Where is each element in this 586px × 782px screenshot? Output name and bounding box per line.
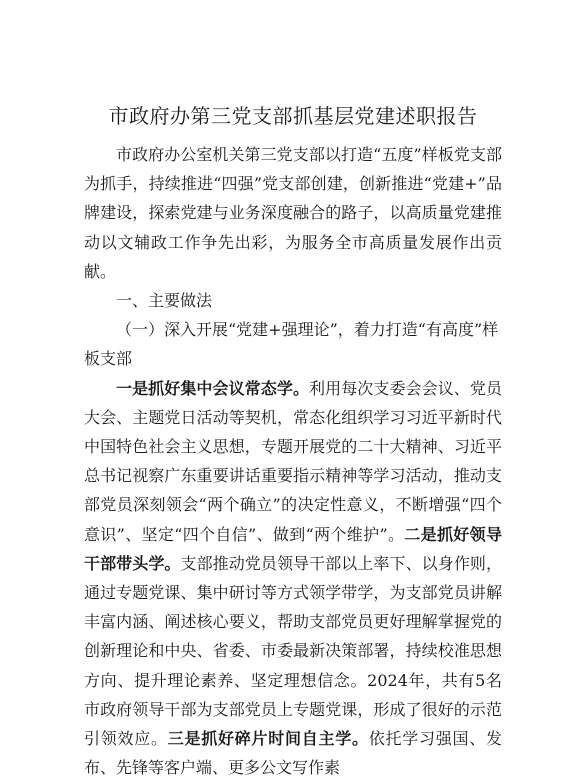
- document-title: 市政府办第三党支部抓基层党建述职报告: [108, 104, 478, 128]
- item-3-text: 依托学习强国、发布、先锋等客户端、更多公文写作素: [84, 729, 502, 778]
- intro-paragraph: 市政府办公室机关第三党支部以打造“五度”样板党支部为抓手，持续推进“四强”党支部创建，创新推进“党建+”品牌建设，探索党建与业务深度融合的路子，以高质量党建推动以文辅政工作争先出彩，为服务全市高质量发展作出贡献。: [84, 145, 502, 281]
- item-2-text: 支部推动党员领导干部以上率下、以身作则，通过专题党课、集中研讨等方式领学带学，为支部党员讲解丰富内涵、阐述核心要义，帮助支部党员更好理解掌握党的创新理论和中央、省委、市委最新决策部署，持续校准思想方向、提升理论素养、坚定理想信念。2024年，共有5名市政府领导干部为支部党员上专题党课，形成了很好的示范引领效应。: [84, 553, 502, 749]
- item-1-text: 利用每次支委会会议、党员大会、主题党日活动等契机，常态化组织学习习近平新时代中国特色社会主义思想，专题开展党的二十大精神、习近平总书记视察广东重要讲话重要指示精神等学习活动，推动支部党员深刻领会“两个确立”的决定性意义，不断增强“四个意识”、坚定“四个自信”、做到“两个维护”。: [84, 378, 502, 544]
- document-body: [84, 140, 502, 782]
- body-paragraph-items: [84, 374, 502, 782]
- item-3-lead: 三是抓好碎片时间自主学。: [167, 729, 369, 749]
- item-2-lead: 二是抓好领导干部带头学。: [84, 524, 502, 573]
- subsection-heading-theory: （一）深入开展“党建+强理论”，着力打造“有高度”样板支部: [84, 320, 499, 369]
- section-heading-main-practices: 一、主要做法: [116, 291, 213, 311]
- item-1-lead: 一是抓好集中会议常态学。: [116, 378, 310, 398]
